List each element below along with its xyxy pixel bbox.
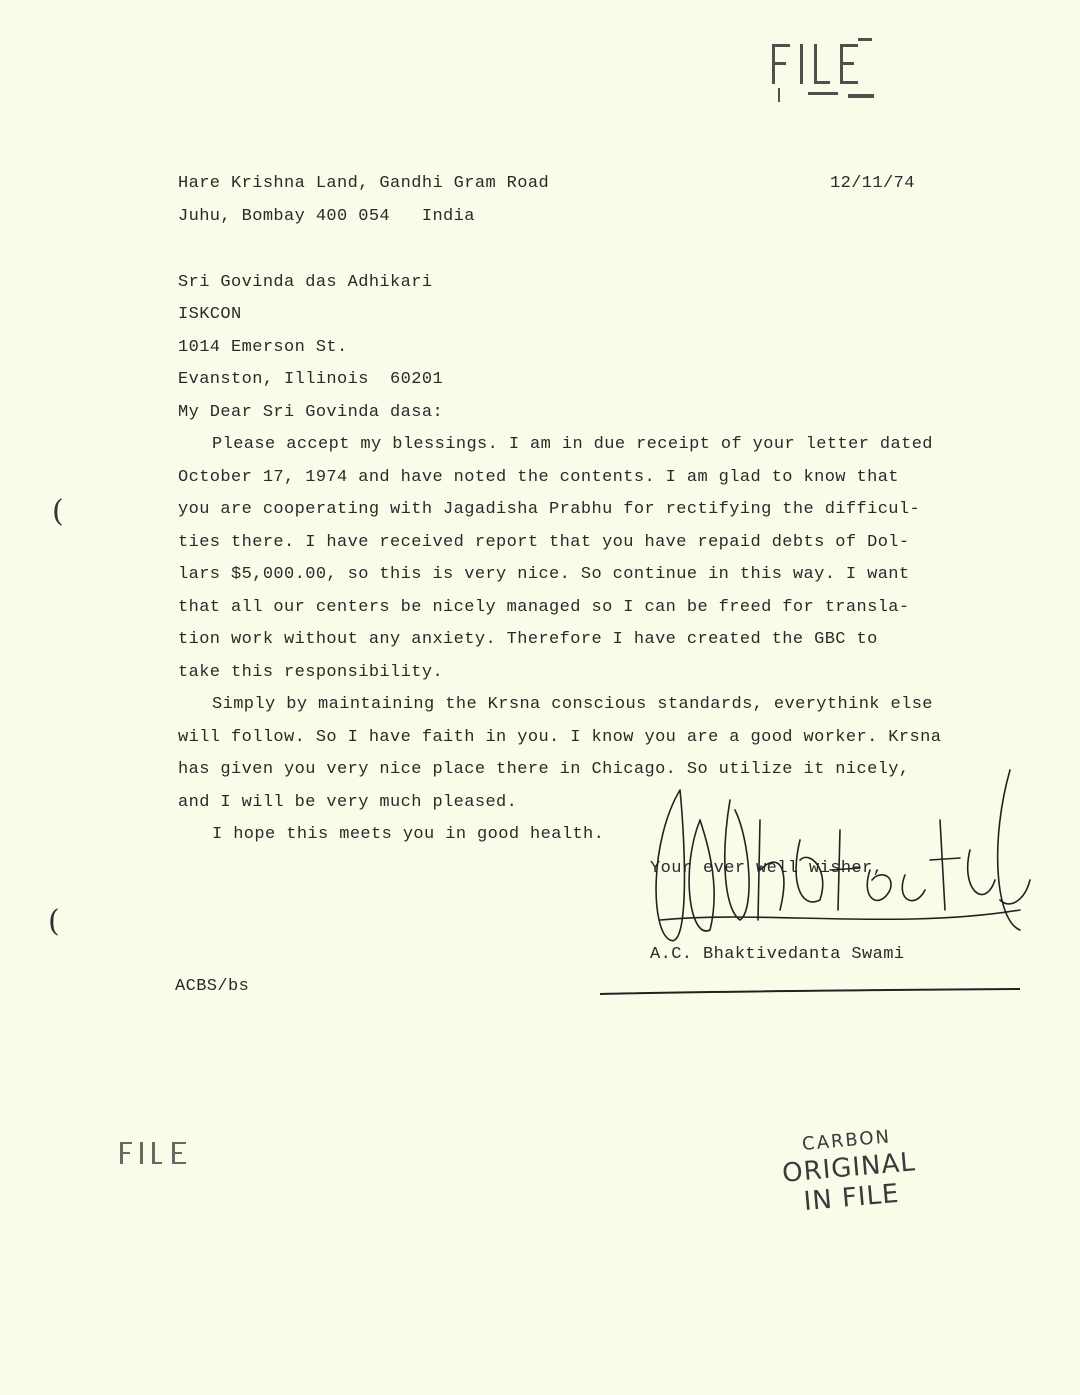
- closing: Your ever well wisher,: [650, 859, 884, 878]
- recipient-line-4: Evanston, Illinois 60201: [178, 370, 444, 389]
- recipient-line-1: Sri Govinda das Adhikari: [178, 273, 433, 292]
- body-line: ties there. I have received report that you have repaid debts of Dol-: [178, 533, 910, 552]
- body-line: lars $5,000.00, so this is very nice. So continue in this way. I want: [178, 565, 910, 584]
- signature-rule: [600, 988, 1020, 998]
- body-line: will follow. So I have faith in you. I know you are a good worker. Krsna: [178, 728, 942, 747]
- body-line: and I will be very much pleased.: [178, 793, 518, 812]
- carbon-stamp-line-3: IN FILE: [802, 1178, 901, 1218]
- salutation: My Dear Sri Govinda dasa:: [178, 403, 444, 422]
- file-stamp-bottom: [118, 1138, 198, 1168]
- body-line: has given you very nice place there in Chicago. So utilize it nicely,: [178, 760, 910, 779]
- body-line: October 17, 1974 and have noted the contents. I am glad to know that: [178, 468, 899, 487]
- recipient-line-2: ISKCON: [178, 305, 242, 324]
- reference-initials: ACBS/bs: [175, 977, 250, 996]
- body-line: Simply by maintaining the Krsna conscious standards, everythink else: [212, 695, 933, 714]
- file-stamp-top: [768, 36, 888, 106]
- carbon-original-stamp: [766, 1123, 934, 1237]
- margin-mark-1: (: [52, 494, 64, 529]
- body-line: that all our centers be nicely managed so I can be freed for transla-: [178, 598, 910, 617]
- body-line: you are cooperating with Jagadisha Prabhu for rectifying the difficul-: [178, 500, 921, 519]
- body-line: tion work without any anxiety. Therefore I have created the GBC to: [178, 630, 878, 649]
- margin-mark-2: (: [48, 904, 60, 939]
- carbon-stamp-line-1: CARBON: [801, 1126, 892, 1155]
- carbon-stamp-line-2: ORIGINAL: [781, 1147, 917, 1189]
- letter-date: 12/11/74: [830, 174, 915, 193]
- body-line: Please accept my blessings. I am in due receipt of your letter dated: [212, 435, 933, 454]
- body-line: take this responsibility.: [178, 663, 444, 682]
- address-line-2: Juhu, Bombay 400 054 India: [178, 207, 475, 226]
- body-line: I hope this meets you in good health.: [212, 825, 605, 844]
- recipient-line-3: 1014 Emerson St.: [178, 338, 348, 357]
- signer-name: A.C. Bhaktivedanta Swami: [650, 945, 905, 964]
- address-line-1: Hare Krishna Land, Gandhi Gram Road: [178, 174, 550, 193]
